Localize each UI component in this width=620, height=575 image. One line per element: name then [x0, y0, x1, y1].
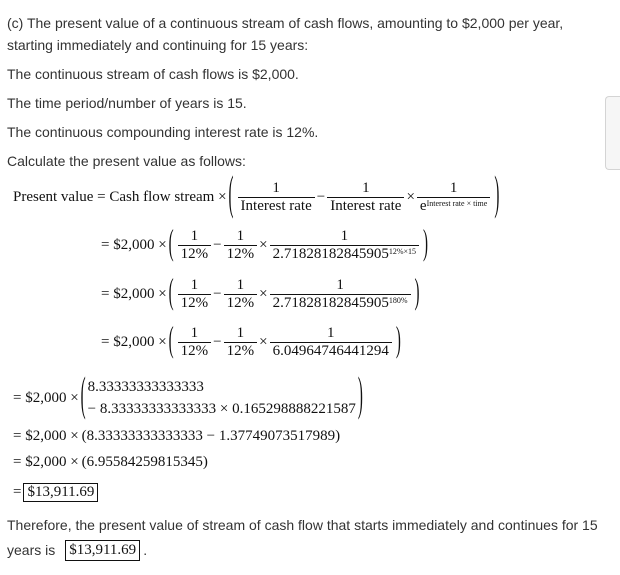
step-prefix: = $2,000 × [101, 334, 167, 350]
formula-line [13, 170, 501, 222]
fraction-1-over-exp [417, 180, 490, 215]
frac-1-over-pct-2 [224, 277, 258, 312]
step-result [13, 483, 98, 502]
open-paren: ( [168, 274, 174, 313]
open-paren: ( [168, 322, 174, 361]
calc-instruction: Calculate the present value as follows: [7, 153, 246, 169]
exponent: Interest rate × time [426, 199, 488, 208]
fraction-1-over-rate-2 [327, 180, 404, 215]
base-value: 2.71828182845905 [272, 246, 389, 262]
numerator: 1 [236, 228, 245, 244]
given-years: The time period/number of years is 15. [7, 95, 247, 111]
denominator: 12% [224, 342, 258, 360]
equals-sign: = [13, 484, 22, 500]
denominator: 6.04964746441294 [270, 342, 392, 360]
side-panel-tab[interactable] [605, 96, 620, 170]
intro-line-1: (c) The present value of a continuous stream of cash flows, amounting to $2,000 per year, [7, 15, 564, 31]
times-sign: × [259, 286, 268, 302]
exponent: 180% [388, 296, 408, 305]
close-paren: ) [357, 370, 363, 422]
step-5 [13, 428, 340, 445]
minus-sign: − [213, 286, 222, 302]
step-5-expression: (8.33333333333333 − 1.37749073517989) [81, 428, 341, 444]
conclusion-line-2 [7, 539, 147, 561]
frac-1-over-value [270, 325, 392, 360]
denominator: Interest rate [238, 197, 315, 215]
times-sign: × [406, 189, 415, 205]
step-2 [101, 274, 422, 313]
denominator: 12% [178, 342, 212, 360]
minus-sign: − [213, 237, 222, 253]
step-4 [13, 370, 365, 422]
denominator: 12% [224, 245, 258, 263]
step-prefix: = $2,000 × [101, 286, 167, 302]
step-prefix: = $2,000 × [13, 389, 79, 406]
conclusion-prefix: years is [7, 542, 56, 558]
numerator: 1 [362, 180, 370, 196]
minus-sign: − [316, 189, 326, 205]
numerator: 1 [336, 277, 344, 293]
step-6-expression: (6.95584259815345) [81, 454, 208, 470]
denominator [417, 197, 490, 215]
frac-1-over-pct [178, 228, 212, 263]
numerator: 1 [190, 277, 199, 293]
expression-line-1: 8.33333333333333 [87, 379, 204, 395]
numerator: 1 [326, 325, 335, 341]
step-prefix: = $2,000 × [101, 237, 167, 253]
denominator [270, 294, 411, 312]
step-prefix: = $2,000 × [13, 454, 79, 470]
formula-open-paren: ( [228, 170, 234, 222]
denominator: 12% [178, 245, 212, 263]
e-base: e [419, 198, 427, 214]
numerator: 1 [272, 180, 280, 196]
numerator: 1 [190, 325, 199, 341]
step-6 [13, 454, 208, 471]
step-prefix: = $2,000 × [13, 428, 79, 444]
conclusion-period: . [143, 542, 148, 558]
step-1 [101, 225, 430, 264]
frac-1-over-power [270, 228, 419, 263]
base-value: 2.71828182845905 [272, 295, 389, 311]
close-paren: ) [414, 274, 420, 313]
step-3 [101, 322, 403, 361]
numerator: 1 [340, 228, 349, 244]
denominator: Interest rate [327, 197, 404, 215]
numerator: 1 [236, 325, 245, 341]
result-box: $13,911.69 [23, 483, 98, 502]
numerator: 1 [236, 277, 245, 293]
numerator: 1 [449, 180, 458, 196]
numerator: 1 [190, 228, 199, 244]
denominator [270, 245, 419, 263]
frac-1-over-pct-2 [224, 325, 258, 360]
denominator: 12% [224, 294, 258, 312]
fraction-1-over-rate [238, 180, 315, 215]
stacked-expression [88, 376, 356, 420]
frac-1-over-pct [178, 277, 212, 312]
open-paren: ( [80, 370, 86, 422]
frac-1-over-pct [178, 325, 212, 360]
formula-lhs: Present value = Cash flow stream × [13, 189, 227, 205]
exponent: 12%×15 [388, 247, 417, 256]
times-sign: × [259, 237, 268, 253]
given-rate: The continuous compounding interest rate is 12%. [7, 124, 319, 140]
times-sign: × [259, 334, 268, 350]
frac-1-over-pct-2 [224, 228, 258, 263]
close-paren: ) [395, 322, 401, 361]
denominator: 12% [178, 294, 212, 312]
given-cash-flow: The continuous stream of cash flows is $2,000. [7, 66, 299, 82]
expression-line-2: − 8.33333333333333 × 0.165298888221587 [87, 401, 356, 417]
close-paren: ) [423, 225, 429, 264]
open-paren: ( [168, 225, 174, 264]
minus-sign: − [213, 334, 222, 350]
intro-line-2: starting immediately and continuing for 15 years: [7, 37, 309, 53]
conclusion-line-1: Therefore, the present value of stream of cash flow that starts immediately and continues for 15 [7, 517, 598, 533]
frac-1-over-power [270, 277, 411, 312]
formula-close-paren: ) [494, 170, 500, 222]
conclusion-value-box: $13,911.69 [65, 540, 140, 561]
